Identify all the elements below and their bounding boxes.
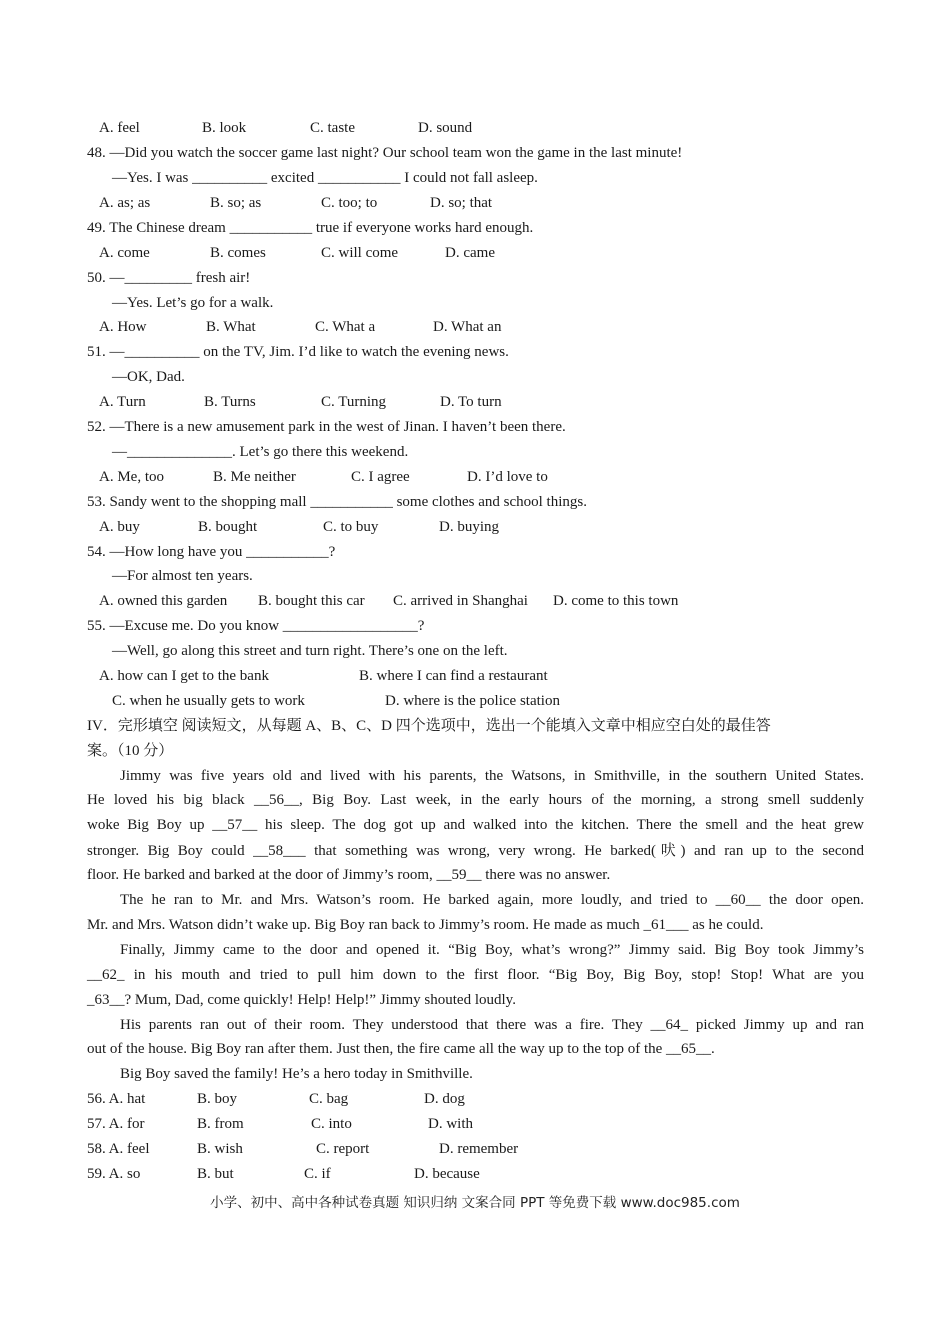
- passage-line: Finally, Jimmy came to the door and opened it. “Big Boy, what’s wrong?” Jimmy said. Big Boy took Jimmy’s: [120, 942, 864, 958]
- q57-option-a: 57. A. for: [87, 1116, 145, 1132]
- q54-option-a: A. owned this garden: [99, 593, 228, 609]
- q53-option-b: B. bought: [198, 519, 258, 535]
- section-iv-heading: IV．完形填空 阅读短文，从每题 A、B、C、D 四个选项中，选出一个能填入文章中相应空白处的最佳答: [87, 718, 771, 734]
- q52-reply: —______________. Let’s go there this weekend.: [112, 444, 409, 460]
- q47-option-d: D. sound: [418, 120, 473, 136]
- q54-option-c: C. arrived in Shanghai: [393, 593, 528, 609]
- q55-option-c: C. when he usually gets to work: [112, 693, 305, 709]
- q52-option-d: D. I’d love to: [467, 469, 548, 485]
- q50-option-b: B. What: [206, 319, 256, 335]
- q47-option-c: C. taste: [310, 120, 355, 136]
- q53-option-d: D. buying: [439, 519, 499, 535]
- q58-option-b: B. wish: [197, 1141, 243, 1157]
- section-iv-heading-cont: 案。（10 分）: [87, 743, 174, 759]
- q55-option-d: D. where is the police station: [385, 693, 560, 709]
- q48-option-a: A. as; as: [99, 195, 151, 211]
- q54-option-b: B. bought this car: [258, 593, 365, 609]
- q54-reply: —For almost ten years.: [112, 568, 253, 584]
- q52-question: 52. —There is a new amusement park in the west of Jinan. I haven’t been there.: [87, 419, 566, 435]
- q49-option-a: A. come: [99, 245, 150, 261]
- q57-option-c: C. into: [311, 1116, 352, 1132]
- q48-reply: —Yes. I was __________ excited ___________ I could not fall asleep.: [112, 170, 538, 186]
- q52-option-c: C. I agree: [351, 469, 410, 485]
- q47-option-a: A. feel: [99, 120, 140, 136]
- q56-option-d: D. dog: [424, 1091, 465, 1107]
- q58-option-d: D. remember: [439, 1141, 519, 1157]
- q48-option-d: D. so; that: [430, 195, 493, 211]
- passage-line: woke Big Boy up __57__ his sleep. The dog got up and walked into the kitchen. There the smell and the heat grew: [87, 817, 864, 833]
- q53-option-a: A. buy: [99, 519, 140, 535]
- q50-option-a: A. How: [99, 319, 147, 335]
- q59-option-a: 59. A. so: [87, 1166, 141, 1182]
- q50-reply: —Yes. Let’s go for a walk.: [112, 295, 274, 311]
- q49-question: 49. The Chinese dream ___________ true if everyone works hard enough.: [87, 220, 534, 236]
- q53-question: 53. Sandy went to the shopping mall ___________ some clothes and school things.: [87, 494, 587, 510]
- q50-option-d: D. What an: [433, 319, 502, 335]
- passage-line: Big Boy saved the family! He’s a hero today in Smithville.: [120, 1066, 473, 1082]
- passage-line: He loved his big black __56__, Big Boy. Last week, in the early hours of the morning, a strong smell suddenly: [87, 792, 864, 808]
- q48-option-b: B. so; as: [210, 195, 262, 211]
- passage-line: The he ran to Mr. and Mrs. Watson’s room. He barked again, more loudly, and tried to __60__ the door open.: [120, 892, 864, 908]
- q55-option-b: B. where I can find a restaurant: [359, 668, 548, 684]
- passage-line: stronger. Big Boy could __58___ that something was wrong, very wrong. He barked(吠) and ran up to the second: [87, 843, 864, 859]
- q59-option-b: B. but: [197, 1166, 234, 1182]
- passage-line: _63__? Mum, Dad, come quickly! Help! Help!” Jimmy shouted loudly.: [87, 992, 516, 1008]
- q52-option-b: B. Me neither: [213, 469, 296, 485]
- q50-question: 50. —_________ fresh air!: [87, 270, 251, 286]
- passage-line: Jimmy was five years old and lived with his parents, the Watsons, in Smithville, in the southern United States.: [120, 768, 864, 784]
- passage-line: His parents ran out of their room. They understood that there was a fire. They __64_ picked Jimmy up and ran: [120, 1017, 864, 1033]
- passage-line: floor. He barked and barked at the door of Jimmy’s room, __59__ there was no answer.: [87, 867, 611, 883]
- q57-option-d: D. with: [428, 1116, 473, 1132]
- footer-watermark: 小学、初中、高中各种试卷真题 知识归纳 文案合同 PPT 等免费下载 www.doc985.com: [210, 1195, 740, 1211]
- q58-option-c: C. report: [316, 1141, 370, 1157]
- q51-option-c: C. Turning: [321, 394, 387, 410]
- passage-line: Mr. and Mrs. Watson didn’t wake up. Big Boy ran back to Jimmy’s room. He made as much _61___ as he could.: [87, 917, 764, 933]
- q54-option-d: D. come to this town: [553, 593, 679, 609]
- q49-option-c: C. will come: [321, 245, 399, 261]
- q54-question: 54. —How long have you ___________?: [87, 544, 336, 560]
- passage-line: __62_ in his mouth and tried to pull him down to the first floor. “Big Boy, Big Boy, stop! Stop! What are you: [87, 967, 864, 983]
- q52-option-a: A. Me, too: [99, 469, 164, 485]
- q59-option-c: C. if: [304, 1166, 331, 1182]
- q56-option-a: 56. A. hat: [87, 1091, 146, 1107]
- q51-option-d: D. To turn: [440, 394, 502, 410]
- q55-question: 55. —Excuse me. Do you know __________________?: [87, 618, 425, 634]
- q55-option-a: A. how can I get to the bank: [99, 668, 269, 684]
- q47-option-b: B. look: [202, 120, 247, 136]
- q56-option-c: C. bag: [309, 1091, 349, 1107]
- q58-option-a: 58. A. feel: [87, 1141, 150, 1157]
- q59-option-d: D. because: [414, 1166, 480, 1182]
- q48-question: 48. —Did you watch the soccer game last night? Our school team won the game in the last minute!: [87, 145, 683, 161]
- q50-option-c: C. What a: [315, 319, 376, 335]
- q49-option-b: B. comes: [210, 245, 266, 261]
- q51-option-b: B. Turns: [204, 394, 256, 410]
- q51-reply: —OK, Dad.: [112, 369, 185, 385]
- q48-option-c: C. too; to: [321, 195, 378, 211]
- q51-question: 51. —__________ on the TV, Jim. I’d like to watch the evening news.: [87, 344, 509, 360]
- q56-option-b: B. boy: [197, 1091, 238, 1107]
- q53-option-c: C. to buy: [323, 519, 379, 535]
- q49-option-d: D. came: [445, 245, 495, 261]
- q55-reply: —Well, go along this street and turn right. There’s one on the left.: [112, 643, 508, 659]
- passage-line: out of the house. Big Boy ran after them. Just then, the fire came all the way up to the top of the __65__.: [87, 1041, 715, 1057]
- q57-option-b: B. from: [197, 1116, 244, 1132]
- q51-option-a: A. Turn: [99, 394, 146, 410]
